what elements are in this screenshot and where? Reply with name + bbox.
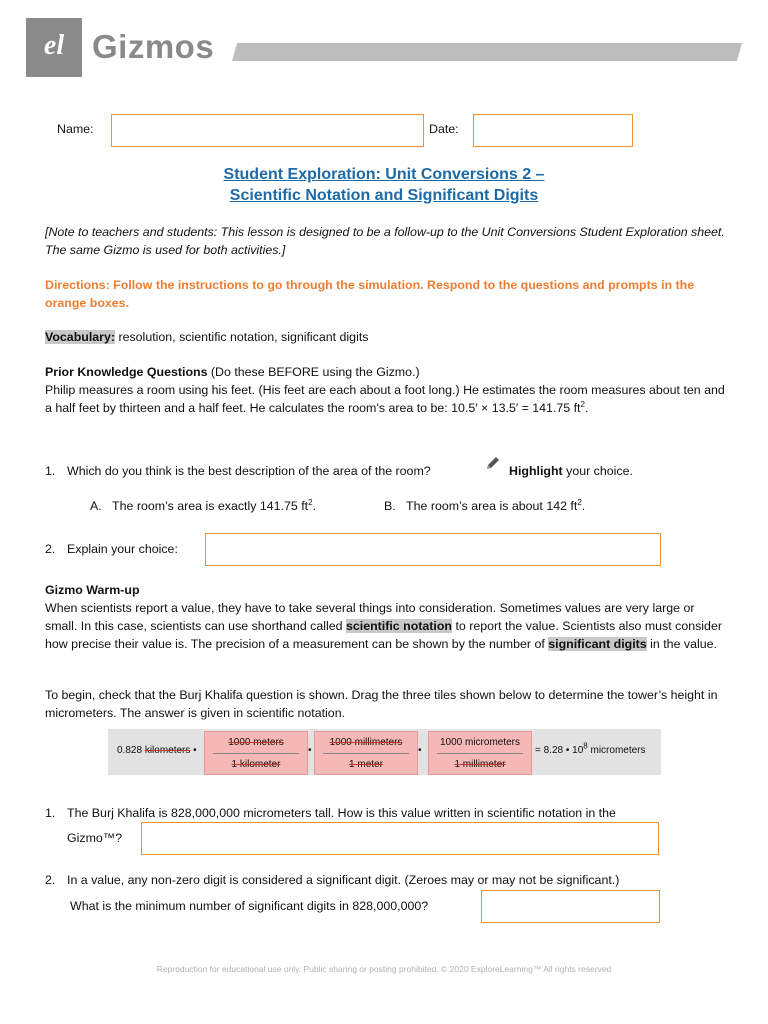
vocabulary-label: Vocabulary: bbox=[45, 330, 116, 344]
option-a[interactable]: A. The room’s area is exactly 141.75 $ft^2$. bbox=[90, 497, 317, 513]
start-value: 0.828 kilometers • bbox=[117, 745, 197, 756]
directions: Directions: Follow the instructions to go through the simulation. Respond to the questions and prompts in the orange boxes. bbox=[45, 278, 695, 310]
prior-knowledge-heading: Prior Knowledge Questions (Do these BEFORE using the Gizmo.) bbox=[45, 365, 420, 379]
date-field[interactable] bbox=[473, 114, 633, 147]
warmup-heading: Gizmo Warm-up bbox=[45, 583, 140, 597]
conversion-tile-3[interactable]: 1000 micrometers 1 millimeter bbox=[428, 731, 532, 775]
warmup-q2-number: 2. bbox=[45, 873, 56, 887]
q1-highlight-instruction: Highlight your choice. bbox=[509, 464, 633, 478]
warmup-q1-line1: The Burj Khalifa is 828,000,000 micrometers tall. How is this value written in scientific notation in the bbox=[67, 806, 616, 820]
q1-text: Which do you think is the best description of the area of the room? bbox=[67, 464, 431, 478]
footer-copyright: Reproduction for educational use only. Public sharing or posting prohibited. © 2020 ExploreLearning™ All rights reserved bbox=[156, 964, 612, 974]
conversion-result: = 8.28 • $10^8$ micrometers bbox=[535, 741, 646, 756]
pencil-icon bbox=[484, 456, 502, 472]
brand-name: Gizmos bbox=[92, 28, 215, 65]
q1-number: 1. bbox=[45, 464, 56, 478]
header-bar bbox=[232, 43, 742, 61]
page-title-line1: Student Exploration: Unit Conversions 2 – bbox=[223, 166, 545, 183]
term-scientific-notation: scientific notation bbox=[345, 619, 452, 633]
name-label: Name: bbox=[57, 122, 94, 136]
significant-digits-answer-field[interactable] bbox=[481, 890, 660, 923]
warmup-q1-line2: Gizmo™? bbox=[67, 831, 123, 845]
warmup-paragraph-2: To begin, check that the Burj Khalifa question is shown. Drag the three tiles shown below to determine the tower’s height in micrometers. The answer is given in scientific notation. bbox=[45, 688, 718, 720]
explain-choice-field[interactable] bbox=[205, 533, 661, 566]
conversion-tile-1[interactable]: 1000 meters 1 kilometer bbox=[204, 731, 308, 775]
vocabulary-terms: resolution, scientific notation, significant digits bbox=[115, 330, 369, 344]
warmup-q2-line2: What is the minimum number of significant digits in 828,000,000? bbox=[70, 899, 429, 913]
warmup-q1-number: 1. bbox=[45, 806, 56, 820]
gizmos-logo: el bbox=[26, 18, 82, 77]
option-b[interactable]: B. The room’s area is about 142 $ft^2$. bbox=[384, 497, 586, 513]
name-field[interactable] bbox=[111, 114, 424, 147]
multiply-dot-2: • bbox=[418, 745, 422, 756]
vocabulary bbox=[45, 328, 725, 346]
scientific-notation-answer-field[interactable] bbox=[141, 822, 659, 855]
conversion-tile-2[interactable]: 1000 millimeters 1 meter bbox=[314, 731, 418, 775]
prior-knowledge-text: Philip measures a room using his feet. (His feet are each about a foot long.) He estimates the room measures about ten and a half feet by thirteen and a half feet. He calculates the room’s area to be: 10.5′ × 13.5′ = 141.75 $ft^2$. bbox=[45, 383, 725, 415]
q2-number: 2. bbox=[45, 542, 56, 556]
teacher-note: [Note to teachers and students: This lesson is designed to be a follow-up to the Unit Conversions Student Exploration sheet. The same Gizmo is used for both activities.] bbox=[45, 225, 725, 257]
date-label: Date: bbox=[429, 122, 459, 136]
term-significant-digits: significant digits bbox=[548, 637, 647, 651]
multiply-dot-1: • bbox=[308, 745, 312, 756]
conversion-strip bbox=[108, 729, 661, 775]
warmup-q2-line1: In a value, any non-zero digit is considered a significant digit. (Zeroes may or may not be significant.) bbox=[67, 873, 620, 887]
page-title-line2: Scientific Notation and Significant Digits bbox=[229, 187, 539, 204]
warmup-paragraph-1: When scientists report a value, they have to take several things into consideration. Sometimes values are very large or small. In this case, scientists can use shorthand called scientific notation to report the value. Scientists also must consider how precise their value is. The precision of a measurement can be shown by the number of significant digits in the value. bbox=[45, 601, 722, 651]
q2-text: Explain your choice: bbox=[67, 542, 178, 556]
